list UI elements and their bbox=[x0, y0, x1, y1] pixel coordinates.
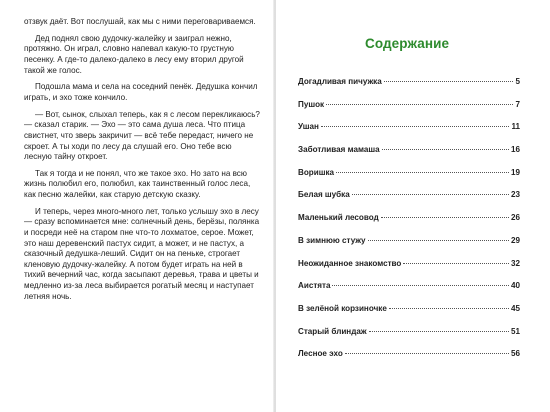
toc-entry-page: 26 bbox=[510, 213, 520, 223]
toc-entry-page: 23 bbox=[510, 190, 520, 200]
toc-leader-dots bbox=[368, 240, 509, 241]
toc-entry-title: Заботливая мамаша bbox=[298, 145, 380, 155]
toc-leader-dots bbox=[369, 331, 509, 332]
toc-entry[interactable] bbox=[298, 145, 520, 168]
toc-entry-page: 56 bbox=[510, 349, 520, 359]
story-text bbox=[24, 17, 260, 308]
toc-leader-dots bbox=[336, 172, 509, 173]
toc-entry-page: 11 bbox=[511, 122, 520, 132]
toc-leader-dots bbox=[389, 308, 509, 309]
paragraph: отзвук даёт. Вот послушай, как мы с ними переговариваемся. bbox=[24, 17, 256, 26]
toc-entry[interactable] bbox=[298, 213, 520, 236]
toc-entry-title: Маленький лесовод bbox=[298, 213, 379, 223]
toc-leader-dots bbox=[332, 285, 509, 286]
paragraph: — Вот, сынок, слыхал теперь, как я с лесом перекликаюсь? — сказал старик. — Эхо — это сама душа леса. Что птица свистнет, что зверь закричит — всё тебе передаст, ничего не скроет. А ты ходи по лесу да слушай его. Оно тебе всю лесную тайну откроет. bbox=[24, 109, 260, 162]
left-page bbox=[0, 0, 274, 412]
toc-entry[interactable] bbox=[298, 304, 520, 327]
toc-entry-title: Догадливая пичужка bbox=[298, 77, 382, 86]
toc-entry[interactable] bbox=[298, 259, 520, 282]
toc-entry-page: 7 bbox=[515, 99, 520, 109]
toc-entry-title: Аистята bbox=[298, 281, 331, 291]
toc-entry-title: Белая шубка bbox=[298, 190, 350, 200]
paragraph: Так я тогда и не понял, что же такое эхо. Но зато на всю жизнь полюбил его, полюбил, как таинственный голос леса, как песню жалейки, как старую детскую сказку. bbox=[24, 168, 251, 200]
toc-entry[interactable] bbox=[298, 327, 520, 350]
toc-entry-page: 40 bbox=[510, 281, 520, 291]
toc-entry-title: Воришка bbox=[298, 167, 335, 177]
toc-entry-page: 29 bbox=[510, 235, 520, 245]
toc-entry-title: Лесное эхо bbox=[298, 349, 343, 359]
toc-entry[interactable] bbox=[298, 100, 520, 123]
table-of-contents bbox=[298, 77, 520, 372]
toc-leader-dots bbox=[352, 194, 509, 195]
toc-entry-title: Старый блиндаж bbox=[298, 326, 367, 336]
paragraph: И теперь, через много-много лет, только услышу эхо в лесу — сразу вспоминается мне: солнечный день, берёзы, полянка и посреди неё на старом пне что-то лохматое, серое. Может, это наш деревенский пастух сидит, а может, и не пастух, а сказочный дедушка-леший. Сидит он на пеньке, строгает кленовую дудочку-жалейку. А потом будет играть на ней в тихий вечерний час, когда засыпают деревья, трава и цветы и медленно из-за леса выбирается рогатый месяц и наступает летняя ночь. bbox=[24, 206, 260, 301]
toc-leader-dots bbox=[345, 353, 509, 354]
toc-entry[interactable] bbox=[298, 168, 520, 191]
toc-entry-title: Пушок bbox=[298, 99, 325, 109]
paragraph: Подошла мама и села на соседний пенёк. Дедушка кончил играть, и эхо тоже кончило. bbox=[24, 82, 258, 102]
toc-entry-title: В зимнюю стужу bbox=[298, 235, 366, 245]
toc-entry-page: 51 bbox=[510, 326, 520, 336]
toc-entry-title: Неожиданное знакомство bbox=[298, 258, 402, 268]
toc-leader-dots bbox=[382, 149, 509, 150]
toc-leader-dots bbox=[321, 126, 510, 127]
toc-leader-dots bbox=[384, 81, 514, 82]
toc-entry[interactable] bbox=[298, 236, 520, 259]
toc-entry-title: В зелёной корзиночке bbox=[298, 303, 387, 313]
toc-entry-page: 16 bbox=[510, 145, 520, 155]
toc-entry[interactable] bbox=[298, 190, 520, 213]
toc-leader-dots bbox=[381, 217, 509, 218]
toc-entry-page: 45 bbox=[510, 303, 520, 313]
toc-leader-dots bbox=[326, 104, 513, 105]
toc-heading: Содержание bbox=[365, 36, 450, 51]
toc-entry[interactable] bbox=[298, 349, 520, 372]
toc-entry[interactable] bbox=[298, 77, 520, 100]
toc-entry-title: Ушан bbox=[298, 122, 319, 132]
toc-leader-dots bbox=[403, 263, 509, 264]
toc-entry-page: 5 bbox=[515, 77, 520, 86]
toc-entry-page: 32 bbox=[510, 258, 520, 268]
toc-entry[interactable] bbox=[298, 122, 520, 145]
paragraph: Дед поднял свою дудочку-жалейку и заиграл нежно, протяжно. Он играл, словно напевал какую-то грустную песенку. А где-то далеко-далеко в лесу ему вторил другой такой же голос. bbox=[24, 33, 244, 75]
toc-entry-page: 19 bbox=[510, 167, 520, 177]
toc-entry[interactable] bbox=[298, 281, 520, 304]
